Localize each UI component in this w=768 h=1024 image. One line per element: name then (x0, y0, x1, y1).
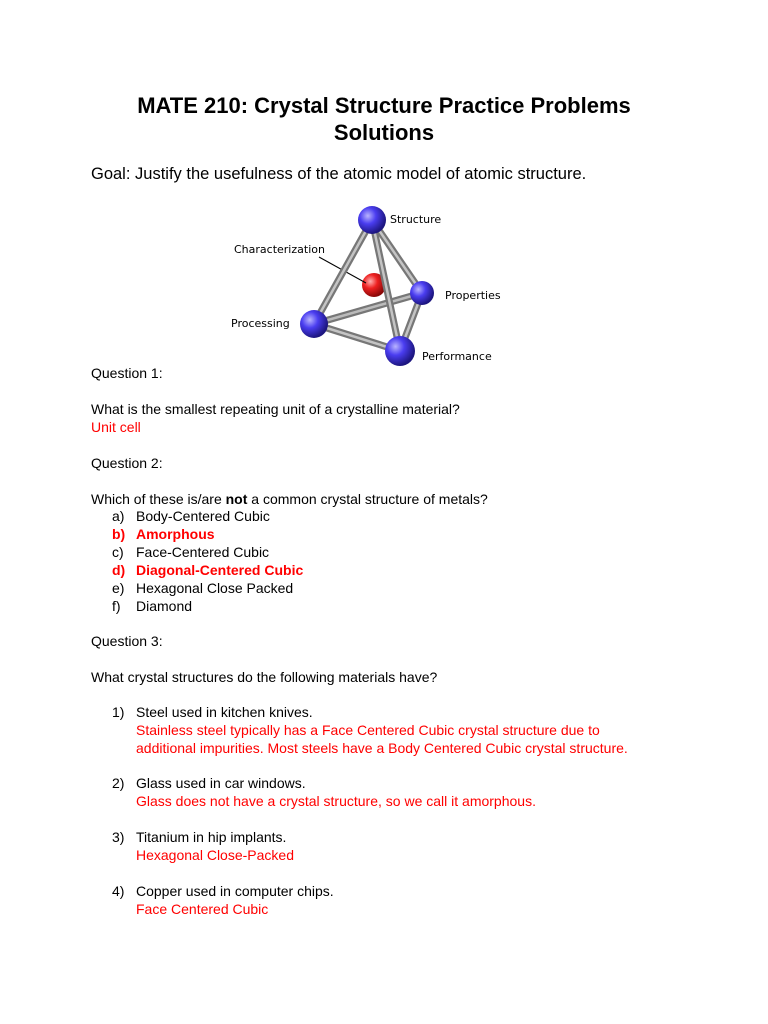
title-line-2: Solutions (333, 120, 435, 145)
option-marker: d) (112, 562, 126, 578)
option-text: Amorphous (136, 526, 215, 542)
item-number: 1) (112, 704, 125, 720)
question-2-text-emphasis: not (225, 491, 248, 507)
item-answer: additional impurities. Most steels have a Body Centered Cubic crystal structure. (136, 740, 628, 756)
option-marker: b) (112, 526, 126, 542)
characterization-label: Characterization (234, 243, 325, 256)
processing-label: Processing (231, 317, 290, 330)
performance-label: Performance (422, 350, 492, 363)
question-1-text: What is the smallest repeating unit of a crystalline material? (91, 401, 460, 417)
question-3-text: What crystal structures do the following materials have? (91, 669, 438, 685)
item-number: 3) (112, 829, 125, 845)
question-2-heading: Question 2: (91, 455, 163, 471)
option-text: Body-Centered Cubic (136, 508, 270, 524)
properties-node (410, 281, 434, 305)
tetrahedron-diagram (226, 200, 516, 370)
option-marker: f) (112, 598, 121, 614)
item-text: Titanium in hip implants. (136, 829, 287, 845)
properties-label: Properties (445, 289, 501, 302)
item-answer: Face Centered Cubic (136, 901, 269, 917)
option-marker: c) (112, 544, 124, 560)
item-answer: Hexagonal Close-Packed (136, 847, 294, 863)
option-marker: a) (112, 508, 125, 524)
item-text: Glass used in car windows. (136, 775, 306, 791)
item-text: Steel used in kitchen knives. (136, 704, 313, 720)
performance-node (385, 336, 415, 366)
item-answer: Stainless steel typically has a Face Centered Cubic crystal structure due to (136, 722, 600, 738)
question-1-heading: Question 1: (91, 365, 163, 381)
option-text: Face-Centered Cubic (136, 544, 270, 560)
question-1-answer: Unit cell (91, 419, 141, 435)
title-line-1: MATE 210: Crystal Structure Practice Problems (137, 93, 631, 118)
item-number: 2) (112, 775, 125, 791)
option-text: Diagonal-Centered Cubic (136, 562, 304, 578)
question-2-text-after: a common crystal structure of metals? (247, 491, 488, 507)
question-3-heading: Question 3: (91, 633, 163, 649)
materials-tetrahedron-figure (226, 200, 516, 370)
item-number: 4) (112, 883, 125, 899)
option-marker: e) (112, 580, 125, 596)
question-2-text-before: Which of these is/are (91, 491, 226, 507)
question-2-text (91, 490, 488, 508)
item-answer: Glass does not have a crystal structure, so we call it amorphous. (136, 793, 536, 809)
option-text: Hexagonal Close Packed (136, 580, 294, 596)
item-text: Copper used in computer chips. (136, 883, 334, 899)
goal-statement: Goal: Justify the usefulness of the atomic model of atomic structure. (91, 165, 587, 183)
structure-node (358, 206, 386, 234)
option-text: Diamond (136, 598, 193, 614)
structure-label: Structure (390, 213, 442, 226)
document-title (0, 92, 768, 146)
processing-node (300, 310, 328, 338)
